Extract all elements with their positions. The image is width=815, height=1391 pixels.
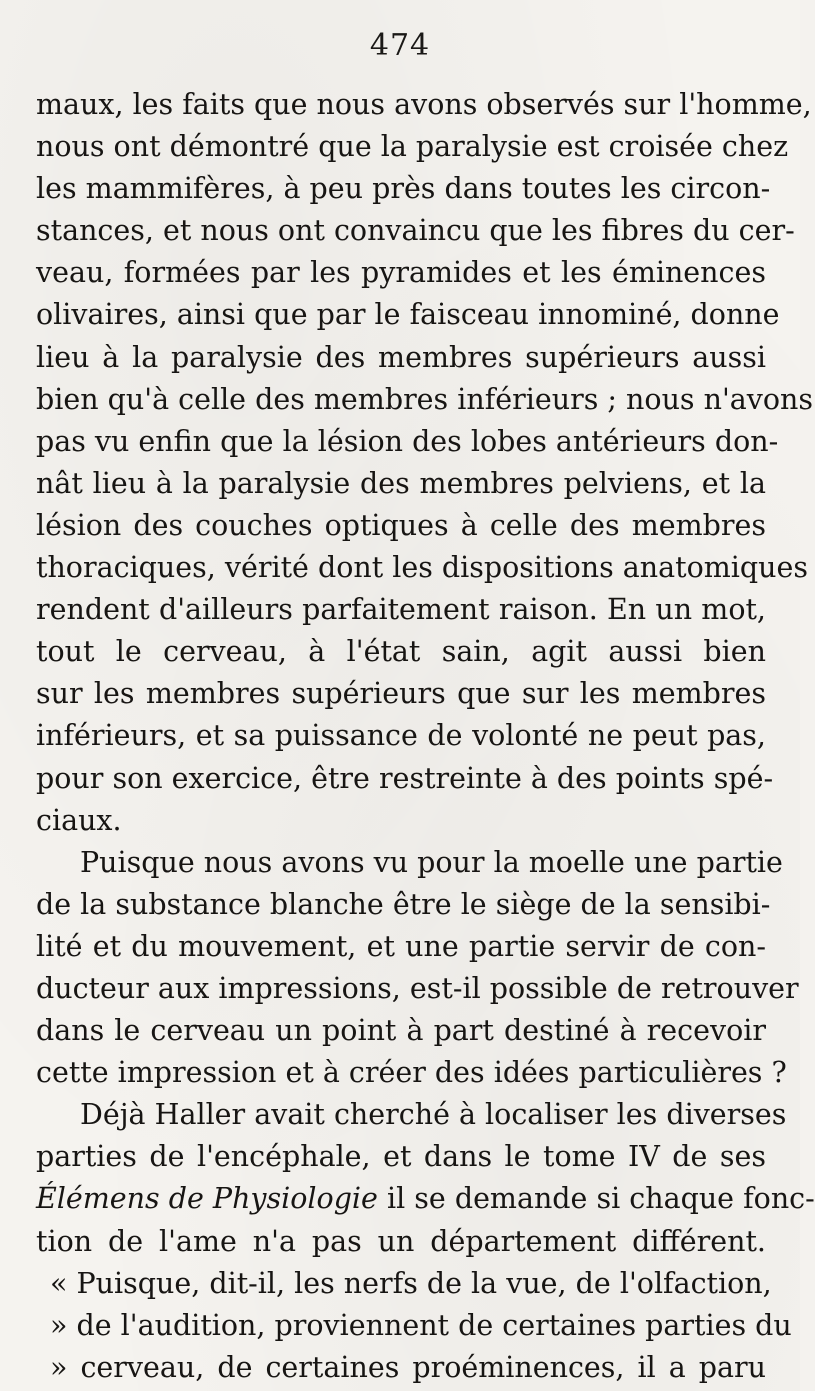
text-line-15: sur les membres supérieurs que sur les membres xyxy=(36,677,766,711)
text-line-11: lésion des couches optiques à celle des membres xyxy=(36,508,766,542)
text-line-27-rest: il se demande si chaque fonc- xyxy=(377,1182,815,1216)
text-line-8: bien qu'à celle des membres inférieurs ; nous n'avons xyxy=(36,382,814,416)
text-line-2: nous ont démontré que la paralysie est croisée chez xyxy=(36,130,789,164)
text-line-7: lieu à la paralysie des membres supérieurs aussi xyxy=(36,340,766,374)
text-line-3: les mammifères, à peu près dans toutes les circon- xyxy=(36,172,771,206)
text-line-31: » cerveau, de certaines proéminences, il a paru xyxy=(50,1350,766,1384)
text-line-24: cette impression et à créer des idées particulières ? xyxy=(36,1056,787,1090)
text-line-16: inférieurs, et sa puissance de volonté ne peut pas, xyxy=(36,719,766,753)
page-number: 474 xyxy=(369,28,431,63)
text-line-26: parties de l'encéphale, et dans le tome IV de ses xyxy=(36,1140,766,1174)
text-line-23: dans le cerveau un point à part destiné à recevoir xyxy=(36,1014,766,1048)
text-line-30: » de l'audition, proviennent de certaines parties du xyxy=(50,1308,792,1342)
text-line-27 xyxy=(36,1178,815,1220)
text-line-10: nât lieu à la paralysie des membres pelviens, et la xyxy=(36,466,766,500)
text-line-25: Déjà Haller avait cherché à localiser les diverses xyxy=(80,1098,787,1132)
text-line-21: lité et du mouvement, et une partie servir de con- xyxy=(36,929,766,963)
text-line-18: ciaux. xyxy=(36,803,122,837)
text-line-22: ducteur aux impressions, est-il possible de retrouver xyxy=(36,971,799,1005)
text-line-4: stances, et nous ont convaincu que les fibres du cer- xyxy=(36,214,795,248)
text-line-19: Puisque nous avons vu pour la moelle une partie xyxy=(80,845,783,879)
text-line-12: thoraciques, vérité dont les dispositions anatomiques xyxy=(36,551,808,585)
text-line-29: « Puisque, dit-il, les nerfs de la vue, de l'olfaction, xyxy=(50,1266,772,1300)
body-text xyxy=(36,84,815,1389)
text-line-17: pour son exercice, être restreinte à des points spé- xyxy=(36,761,774,795)
text-line-13: rendent d'ailleurs parfaitement raison. En un mot, xyxy=(36,593,766,627)
text-line-9: pas vu enfin que la lésion des lobes antérieurs don- xyxy=(36,424,779,458)
text-line-20: de la substance blanche être le siège de la sensibi- xyxy=(36,887,771,921)
text-line-6: olivaires, ainsi que par le faisceau innominé, donne xyxy=(36,298,780,332)
text-line-14: tout le cerveau, à l'état sain, agit aussi bien xyxy=(36,635,766,669)
text-line-5: veau, formées par les pyramides et les éminences xyxy=(36,256,766,290)
text-line-1: maux, les faits que nous avons observés sur l'homme, xyxy=(36,88,812,121)
text-line-28: tion de l'ame n'a pas un département différent. xyxy=(36,1224,766,1258)
italic-book-title: Élémens de Physiologie xyxy=(36,1182,378,1216)
